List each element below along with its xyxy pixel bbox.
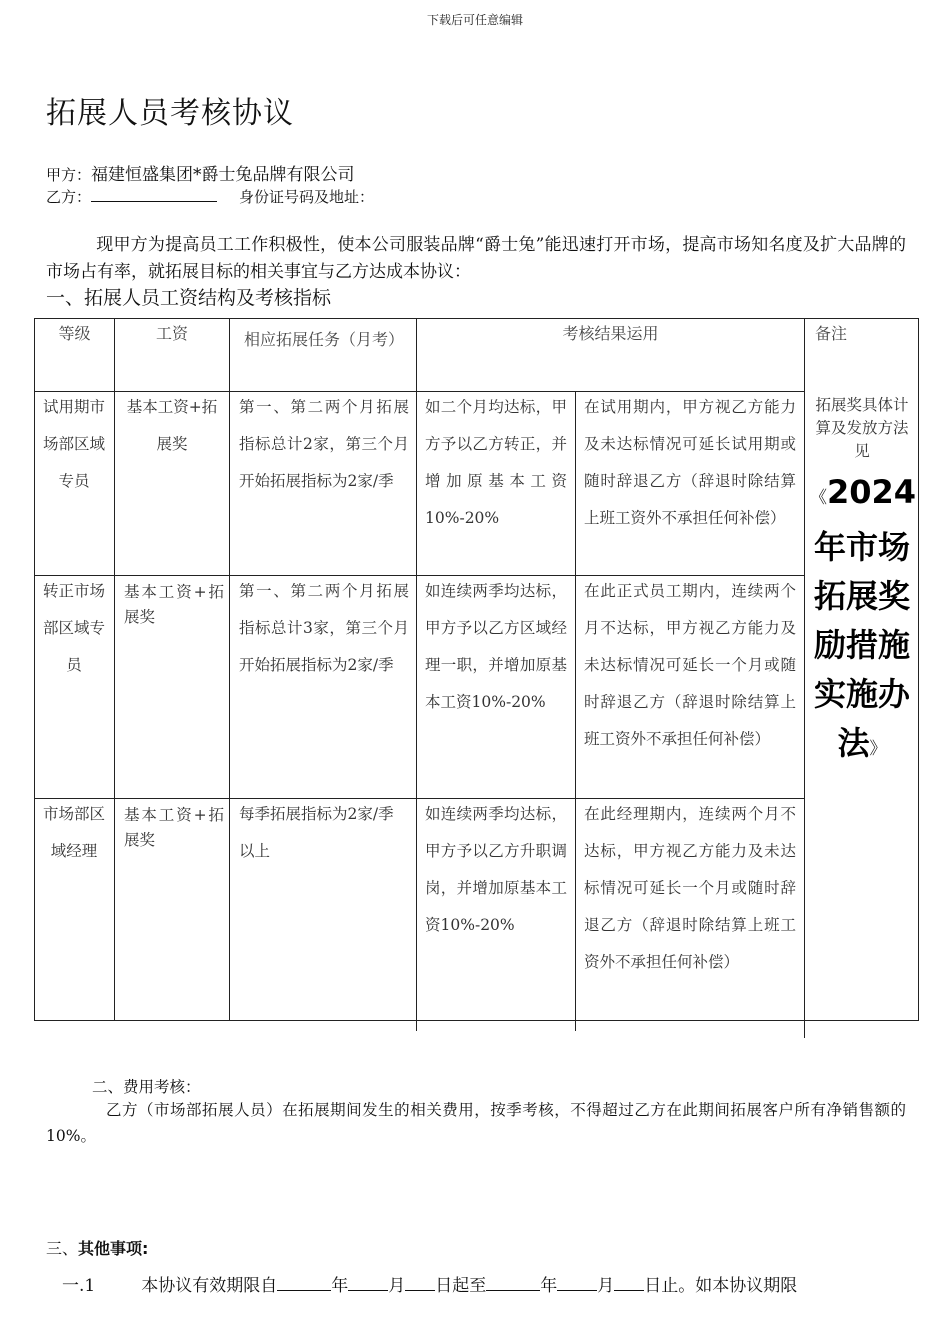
row1-task: 第一、第二两个月拓展指标总计2家，第三个月开始拓展指标为2家/季 [239, 398, 409, 490]
row3-level: 市场部区域经理 [42, 805, 105, 860]
section-2-title: 二、费用考核： [92, 1078, 201, 1096]
fee-paragraph: 乙方（市场部拓展人员）在拓展期间发生的相关费用，按季考核，不得超过乙方在此期间拓展客户所有净销售额的10%。 [46, 1101, 906, 1145]
section-3-title: 三、其他事项: [46, 1239, 149, 1258]
header-salary: 工资 [155, 324, 188, 343]
blank-end-day[interactable] [614, 1276, 644, 1291]
document-title: 拓展人员考核协议 [46, 96, 294, 131]
header-task: 相应拓展任务（月考） [243, 330, 404, 349]
table-border-bottom [34, 1020, 919, 1021]
row2-pass: 如连续两季均达标，甲方予以乙方区域经理一职，并增加原基本工资10%-20% [425, 582, 567, 711]
row2-fail: 在此正式员工期内，连续两个月不达标，甲方视乙方能力及未达标情况可延长一个月或随时辞退乙方（辞退时除结算上班工资外不承担任何补偿） [584, 582, 796, 748]
term-clause: 一.1 本协议有效期限自 年 月 日起至 年 月 日止。如本协议期限 [62, 1276, 798, 1296]
table-border-left [34, 318, 35, 1021]
row2-salary: 基本工资+拓展奖 [124, 583, 224, 626]
remark-text: 拓展奖具体计算及发放方法见 [815, 396, 909, 460]
row1-fail: 在试用期内，甲方视乙方能力及未达标情况可延长试用期或随时辞退乙方（辞退时除结算上班工资外不承担任何补偿） [584, 398, 796, 527]
party-b-line [46, 186, 374, 207]
row2-task: 第一、第二两个月拓展指标总计3家，第三个月开始拓展指标为2家/季 [239, 582, 409, 674]
intro-text: 现甲方为提高员工工作积极性，使本公司服装品牌“爵士兔”能迅速打开市场，提高市场知名度及扩大品牌的市场占有率，就拓展目标的相关事宜与乙方达成本协议： [46, 235, 906, 282]
table-border-right [918, 318, 919, 1021]
row2-level: 转正市场部区域专员 [42, 582, 105, 674]
col-divider [114, 318, 115, 1021]
row1-level: 试用期市场部区域专员 [42, 398, 105, 490]
header-level: 等级 [58, 324, 91, 343]
header-remark: 备注 [815, 324, 848, 343]
party-a-label: 甲方： [46, 166, 92, 184]
id-address-label: 身份证号码及地址： [239, 188, 375, 206]
blank-start-day[interactable] [405, 1276, 435, 1291]
header-result: 考核结果运用 [562, 324, 659, 343]
blank-start-month[interactable] [348, 1276, 388, 1291]
party-a-line [46, 160, 355, 185]
col-divider [804, 318, 805, 1038]
col-divider [229, 318, 230, 1021]
blank-end-year[interactable] [486, 1276, 540, 1291]
table-border-top [34, 318, 919, 319]
row3-salary: 基本工资+拓展奖 [124, 806, 224, 849]
party-b-blank [91, 188, 217, 202]
term-clause-number: 一.1 [62, 1276, 96, 1296]
row3-fail: 在此经理期内，连续两个月不达标，甲方视乙方能力及未达标情况可延长一个月或随时辞退乙方（辞退时除结算上班工资外不承担任何补偿） [584, 805, 796, 971]
section-1-title: 一、拓展人员工资结构及考核指标 [46, 287, 332, 309]
col-divider [416, 318, 417, 1031]
col-divider [575, 391, 576, 1031]
assessment-table [34, 318, 919, 1021]
row3-pass: 如连续两季均达标，甲方予以乙方升职调岗，并增加原基本工资10%-20% [425, 805, 567, 934]
row3-task: 每季拓展指标为2家/季以上 [239, 805, 394, 860]
blank-end-month[interactable] [557, 1276, 597, 1291]
intro-paragraph [46, 232, 906, 286]
page-header-note: 下载后可任意编辑 [426, 13, 523, 27]
party-b-label: 乙方： [46, 188, 92, 206]
remark-big [810, 468, 917, 774]
row1-salary: 基本工资+拓展奖 [126, 398, 218, 453]
party-a-name: 福建恒盛集团*爵士兔品牌有限公司 [91, 165, 355, 185]
remark-big-text: 《2024年市场拓展奖励措施实施办法》 [810, 473, 917, 762]
row1-pass: 如二个月均达标，甲方予以乙方转正，并增加原基本工资10%-20% [425, 398, 567, 527]
blank-start-year[interactable] [277, 1276, 331, 1291]
